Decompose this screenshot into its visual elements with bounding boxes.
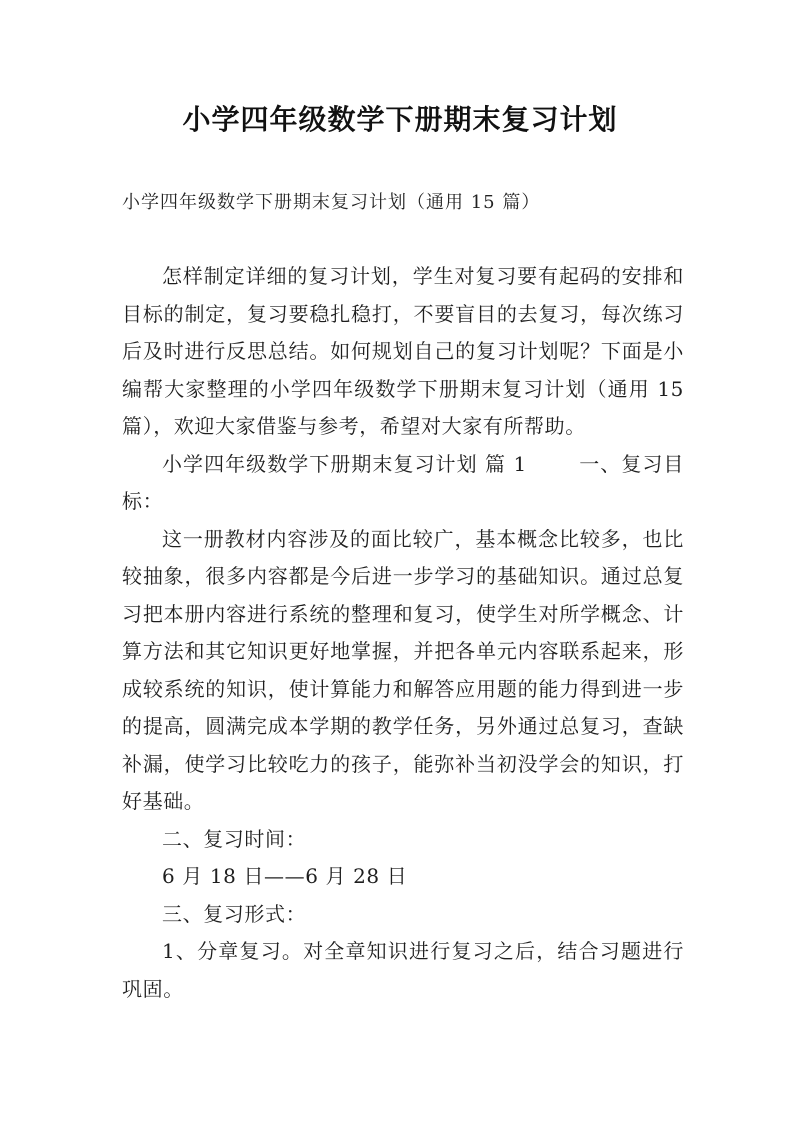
intro-paragraph: 怎样制定详细的复习计划，学生对复习要有起码的安排和目标的制定，复习要稳扎稳打，不要盲目的去复习，每次练习后及时进行反思总结。如何规划自己的复习计划呢？下面是小编帮大家整理的小学四年级数学下册期末复习计划（通用 15 篇），欢迎大家借鉴与参考，希望对大家有所帮助。 — [122, 264, 684, 438]
review-form-item-1: 1、分章复习。对全章知识进行复习之后，结合习题进行巩固。 — [122, 939, 684, 1001]
document-body — [122, 258, 684, 1008]
document-subtitle: 小学四年级数学下册期末复习计划（通用 15 篇） — [122, 192, 541, 213]
section-heading-line — [122, 446, 684, 521]
objective-paragraph: 这一册教材内容涉及的面比较广，基本概念比较多，也比较抽象，很多内容都是今后进一步学习的基础知识。通过总复习把本册内容进行系统的整理和复习，使学生对所学概念、计算方法和其它知识更好地掌握，并把各单元内容联系起来，形成较系统的知识，使计算能力和解答应用题的能力得到进一步的提高，圆满完成本学期的教学任务，另外通过总复习，查缺补漏，使学习比较吃力的孩子，能弥补当初没学会的知识，打好基础。 — [122, 526, 684, 813]
review-form-heading: 三、复习形式： — [162, 901, 307, 926]
review-time-value: 6 月 18 日——6 月 28 日 — [162, 864, 408, 888]
section-heading-tail: 一、复习目标： — [122, 451, 685, 513]
section-heading: 小学四年级数学下册期末复习计划 篇 1 — [162, 451, 527, 476]
document-title: 小学四年级数学下册期末复习计划 — [182, 103, 618, 136]
review-time-heading: 二、复习时间： — [162, 826, 307, 851]
